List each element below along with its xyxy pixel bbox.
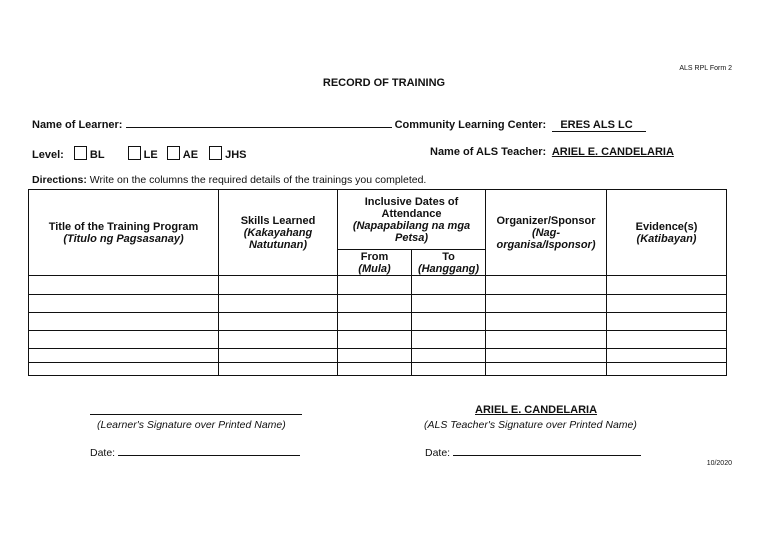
cell-evidence[interactable] — [607, 295, 727, 313]
cell-title[interactable] — [29, 331, 219, 349]
header-dates: Inclusive Dates of Attendance (Napapabilang na mga Petsa) — [338, 190, 486, 250]
header-title: Title of the Training Program (Titulo ng Pagsasanay) — [29, 190, 219, 276]
cell-title[interactable] — [29, 349, 219, 363]
cell-skills[interactable] — [219, 276, 338, 295]
page-title: RECORD OF TRAINING — [322, 77, 446, 89]
cell-skills[interactable] — [219, 295, 338, 313]
cell-skills[interactable] — [219, 349, 338, 363]
header-to: To (Hanggang) — [412, 250, 486, 276]
teacher-name: ARIEL E. CANDELARIA — [551, 146, 674, 158]
directions-text: Write on the columns the required details of the trainings you completed. — [89, 174, 427, 186]
cell-organizer[interactable] — [486, 276, 607, 295]
level-label: Level: — [32, 149, 64, 161]
level-option-jhs[interactable]: JHS — [209, 146, 246, 161]
checkbox-icon[interactable] — [209, 146, 222, 160]
teacher-signature-name: ARIEL E. CANDELARIA — [475, 404, 598, 416]
teacher-label: Name of ALS Teacher: — [430, 146, 547, 158]
learner-signature-caption: (Learner's Signature over Printed Name) — [97, 419, 286, 431]
cell-from[interactable] — [338, 313, 412, 331]
header-organizer: Organizer/Sponsor (Nag-organisa/Isponsor) — [486, 190, 607, 276]
cell-organizer[interactable] — [486, 331, 607, 349]
cell-to[interactable] — [412, 276, 486, 295]
table-row — [29, 331, 727, 349]
learner-signature-line[interactable] — [90, 404, 302, 415]
cell-organizer[interactable] — [486, 313, 607, 331]
cell-from[interactable] — [338, 331, 412, 349]
table-row — [29, 295, 727, 313]
checkbox-icon[interactable] — [128, 146, 141, 160]
table-row — [29, 313, 727, 331]
cell-title[interactable] — [29, 363, 219, 376]
learner-date-field[interactable] — [118, 445, 300, 456]
cell-organizer[interactable] — [486, 295, 607, 313]
header-from: From (Mula) — [338, 250, 412, 276]
learner-row — [32, 119, 646, 132]
table-row — [29, 276, 727, 295]
cell-organizer[interactable] — [486, 363, 607, 376]
header-skills: Skills Learned (Kakayahang Natutunan) — [219, 190, 338, 276]
teacher-date-label: Date: — [425, 447, 451, 459]
learner-label: Name of Learner: — [32, 119, 123, 131]
cell-skills[interactable] — [219, 363, 338, 376]
cell-skills[interactable] — [219, 313, 338, 331]
cell-evidence[interactable] — [607, 349, 727, 363]
cell-from[interactable] — [338, 295, 412, 313]
cell-to[interactable] — [412, 295, 486, 313]
learner-date-label: Date: — [90, 447, 116, 459]
table-row — [29, 363, 727, 376]
cell-evidence[interactable] — [607, 276, 727, 295]
level-option-bl[interactable]: BL — [74, 146, 105, 161]
cell-organizer[interactable] — [486, 349, 607, 363]
cell-skills[interactable] — [219, 331, 338, 349]
table-row — [29, 349, 727, 363]
teacher-signature-caption: (ALS Teacher's Signature over Printed Name) — [424, 419, 637, 431]
teacher-date-row — [425, 445, 641, 459]
clc-value: ERES ALS LC — [552, 119, 646, 132]
cell-from[interactable] — [338, 276, 412, 295]
clc-label: Community Learning Center: — [394, 119, 547, 131]
level-row — [32, 146, 267, 161]
cell-evidence[interactable] — [607, 363, 727, 376]
revision-date: 10/2020 — [706, 460, 732, 467]
checkbox-icon[interactable] — [74, 146, 87, 160]
level-option-ae[interactable]: AE — [167, 146, 198, 161]
cell-from[interactable] — [338, 349, 412, 363]
cell-evidence[interactable] — [607, 331, 727, 349]
form-code: ALS RPL Form 2 — [679, 65, 732, 72]
cell-title[interactable] — [29, 276, 219, 295]
learner-date-row — [90, 445, 300, 459]
cell-title[interactable] — [29, 295, 219, 313]
teacher-row — [430, 146, 674, 158]
header-evidence: Evidence(s) (Katibayan) — [607, 190, 727, 276]
training-table — [28, 189, 727, 376]
cell-to[interactable] — [412, 349, 486, 363]
cell-to[interactable] — [412, 363, 486, 376]
cell-to[interactable] — [412, 331, 486, 349]
cell-from[interactable] — [338, 363, 412, 376]
directions-label: Directions: — [32, 174, 87, 186]
cell-title[interactable] — [29, 313, 219, 331]
teacher-date-field[interactable] — [453, 445, 641, 456]
checkbox-icon[interactable] — [167, 146, 180, 160]
directions — [32, 174, 426, 186]
cell-evidence[interactable] — [607, 313, 727, 331]
cell-to[interactable] — [412, 313, 486, 331]
level-option-le[interactable]: LE — [128, 146, 158, 161]
learner-name-field[interactable] — [126, 127, 392, 128]
